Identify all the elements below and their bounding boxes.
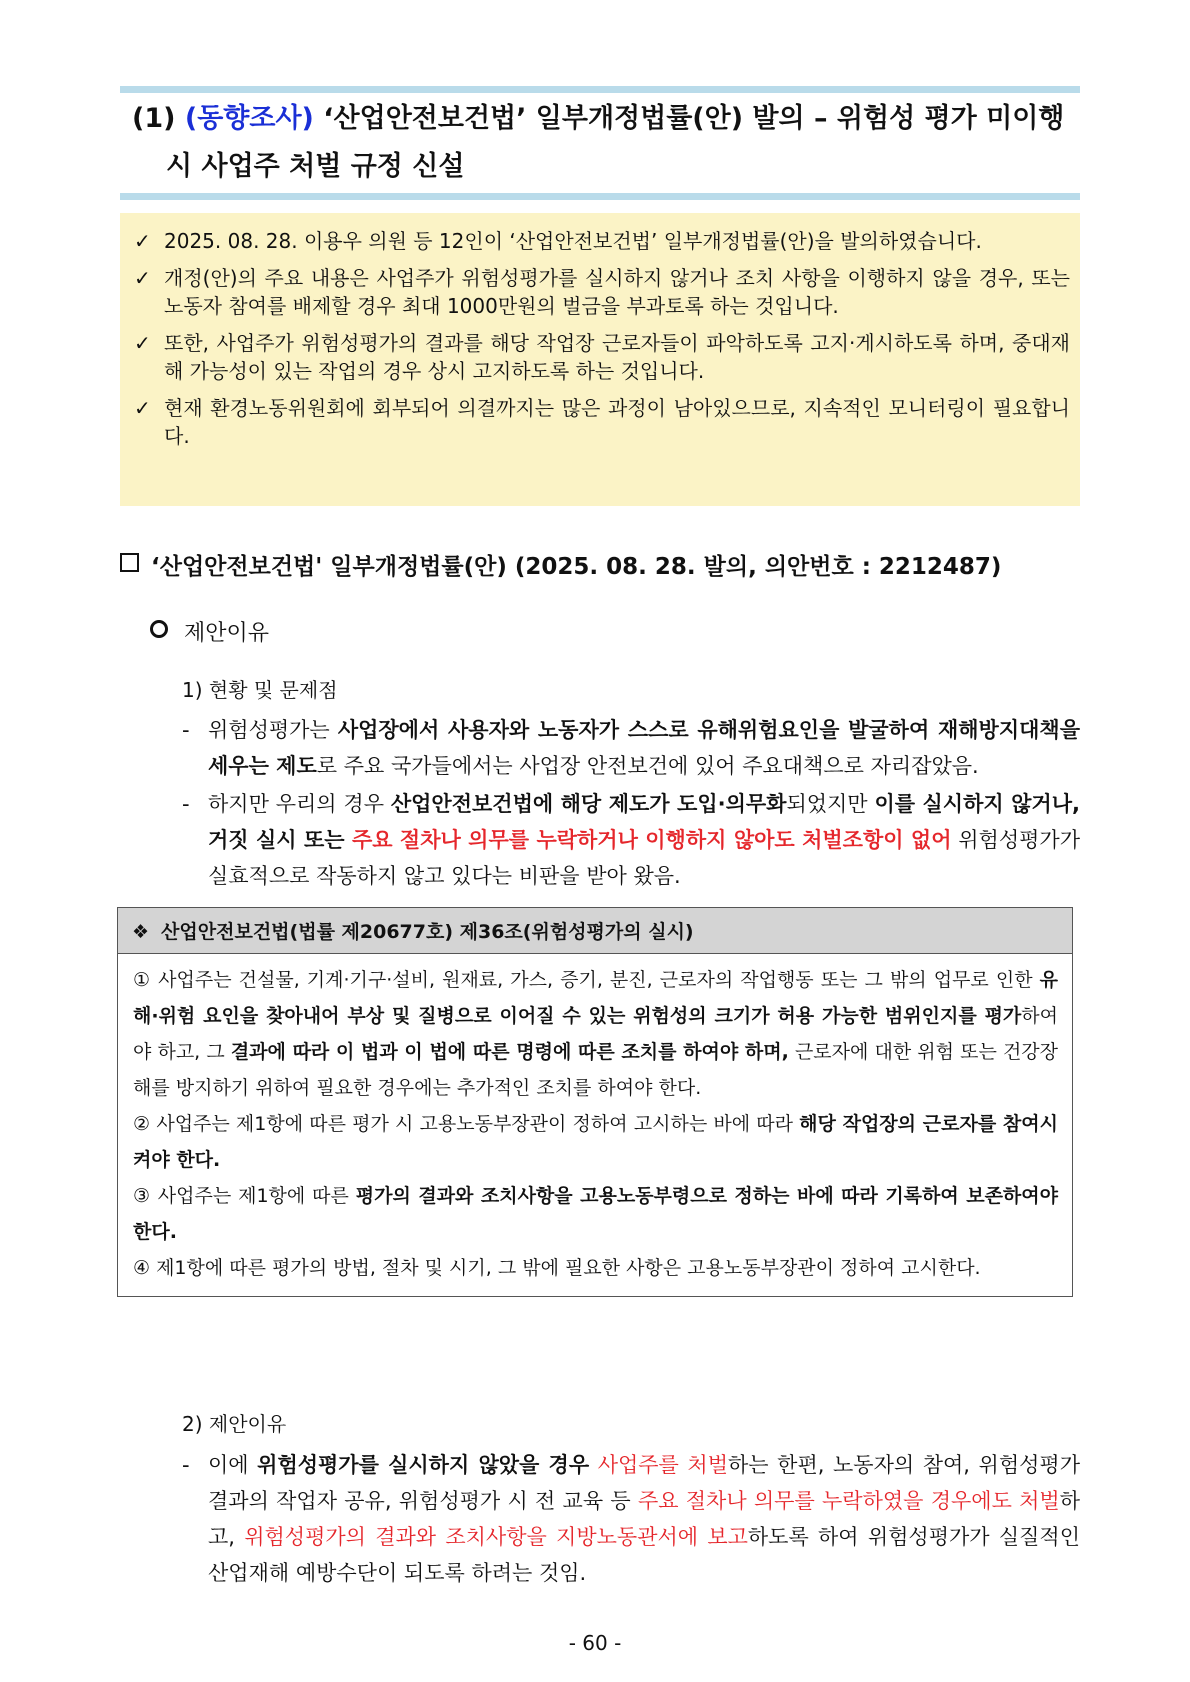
- paragraph-text: 위험성평가는 사업장에서 사용자와 노동자가 스스로 유해위험요인을 발굴하여 재해방지대책을 세우는 제도로 주요 국가들에서는 사업장 안전보건에 있어 주요대책으로 자리잡았음.: [208, 718, 1080, 778]
- summary-item: [134, 227, 1070, 255]
- law-excerpt-title: 산업안전보건법(법률 제20677호) 제36조(위험성평가의 실시): [161, 921, 694, 943]
- page-number: - 60 -: [568, 1631, 622, 1655]
- summary-item: [134, 394, 1070, 450]
- law-excerpt-header: [118, 908, 1072, 954]
- diamond-bullet-icon: ❖: [132, 921, 150, 943]
- page-title: [120, 93, 1080, 193]
- title-bottom-rule: [120, 193, 1080, 200]
- bill-heading-text: ‘산업안전보건법' 일부개정법률(안) (2025. 08. 28. 발의, 의안번호 : 2212487): [151, 554, 1002, 580]
- summary-box: [120, 213, 1080, 506]
- check-icon: ✓: [134, 229, 151, 253]
- bill-heading: [120, 548, 1080, 581]
- check-icon: ✓: [134, 331, 151, 355]
- summary-text: 2025. 08. 28. 이용우 의원 등 12인이 ‘산업안전보건법’ 일부개정법률(안)을 발의하였습니다.: [164, 229, 982, 253]
- paragraph-text: 하지만 우리의 경우 산업안전보건법에 해당 제도가 도입·의무화되었지만 이를 실시하지 않거나, 거짓 실시 또는 주요 절차나 의무를 누락하거나 이행하지 않아도 처벌조항이 없어 위험성평가가 실효적으로 작동하지 않고 있다는 비판을 받아 왔음.: [208, 792, 1080, 888]
- law-excerpt-body: [118, 954, 1072, 1296]
- part2-heading: 2) 제안이유: [182, 1412, 287, 1436]
- title-line-2: 시 사업주 처벌 규정 신설: [166, 151, 465, 182]
- paragraph-text: 이에 위험성평가를 실시하지 않았을 경우 사업주를 처벌하는 한편, 노동자의 참여, 위험성평가 결과의 작업자 공유, 위험성평가 시 전 교육 등 주요 절차나 의무를 누락하였을 경우에도 처벌하고, 위험성평가의 결과와 조치사항을 지방노동관서에 보고하도록 하여 위험성평가가 실질적인 산업재해 예방수단이 되도록 하려는 것임.: [208, 1453, 1080, 1585]
- dash-bullet: -: [182, 718, 190, 742]
- square-bullet-icon: [120, 553, 139, 572]
- title-tag: (동향조사): [184, 103, 314, 134]
- title-top-rule: [120, 86, 1080, 93]
- law-clause-3: ③ 사업주는 제1항에 따른 평가의 결과와 조치사항을 고용노동부령으로 정하는 바에 따라 기록하여 보존하여야 한다.: [133, 1185, 1058, 1243]
- check-icon: ✓: [134, 396, 151, 420]
- law-clause-4: ④ 제1항에 따른 평가의 방법, 절차 및 시기, 그 밖에 필요한 사항은 고용노동부장관이 정하여 고시한다.: [133, 1257, 981, 1279]
- part2-paragraph: [182, 1447, 1080, 1591]
- law-excerpt-box: [117, 907, 1073, 1297]
- law-clause-1: ① 사업주는 건설물, 기계·기구·설비, 원재료, 가스, 증기, 분진, 근로자의 작업행동 또는 그 밖의 업무로 인한 유해·위험 요인을 찾아내어 부상 및 질병으로 이어질 수 있는 위험성의 크기가 허용 가능한 범위인지를 평가하여야 하고, 그 결과에 따라 이 법과 이 법에 따른 명령에 따른 조치를 하여야 하며, 근로자에 대한 위험 또는 건강장해를 방지하기 위하여 필요한 경우에는 추가적인 조치를 하여야 한다.: [133, 969, 1059, 1099]
- part1-paragraph-1: [182, 712, 1080, 784]
- summary-item: [134, 329, 1070, 385]
- summary-text: 또한, 사업주가 위험성평가의 결과를 해당 작업장 근로자들이 파악하도록 고지·게시하도록 하며, 중대재해 가능성이 있는 작업의 경우 상시 고지하도록 하는 것입니다.: [164, 331, 1070, 383]
- reason-heading-text: 제안이유: [184, 621, 270, 646]
- summary-text: 현재 환경노동위원회에 회부되어 의결까지는 많은 과정이 남아있으므로, 지속적인 모니터링이 필요합니다.: [164, 396, 1070, 448]
- check-icon: ✓: [134, 266, 151, 290]
- title-number: (1): [132, 103, 176, 134]
- section-title-block: [120, 86, 1080, 200]
- summary-text: 개정(안)의 주요 내용은 사업주가 위험성평가를 실시하지 않거나 조치 사항을 이행하지 않을 경우, 또는 노동자 참여를 배제할 경우 최대 1000만원의 벌금을 부과토록 하는 것입니다.: [164, 266, 1070, 318]
- reason-heading: [150, 616, 269, 647]
- part1-paragraph-2: [182, 786, 1080, 894]
- dash-bullet: -: [182, 1453, 190, 1477]
- law-clause-2: ② 사업주는 제1항에 따른 평가 시 고용노동부장관이 정하여 고시하는 바에 따라 해당 작업장의 근로자를 참여시켜야 한다.: [133, 1113, 1058, 1171]
- dash-bullet: -: [182, 792, 190, 816]
- title-line-1: ‘산업안전보건법’ 일부개정법률(안) 발의 – 위험성 평가 미이행: [323, 103, 1065, 134]
- circle-bullet-icon: [150, 620, 168, 638]
- part1-heading: 1) 현황 및 문제점: [182, 678, 338, 702]
- summary-item: [134, 264, 1070, 320]
